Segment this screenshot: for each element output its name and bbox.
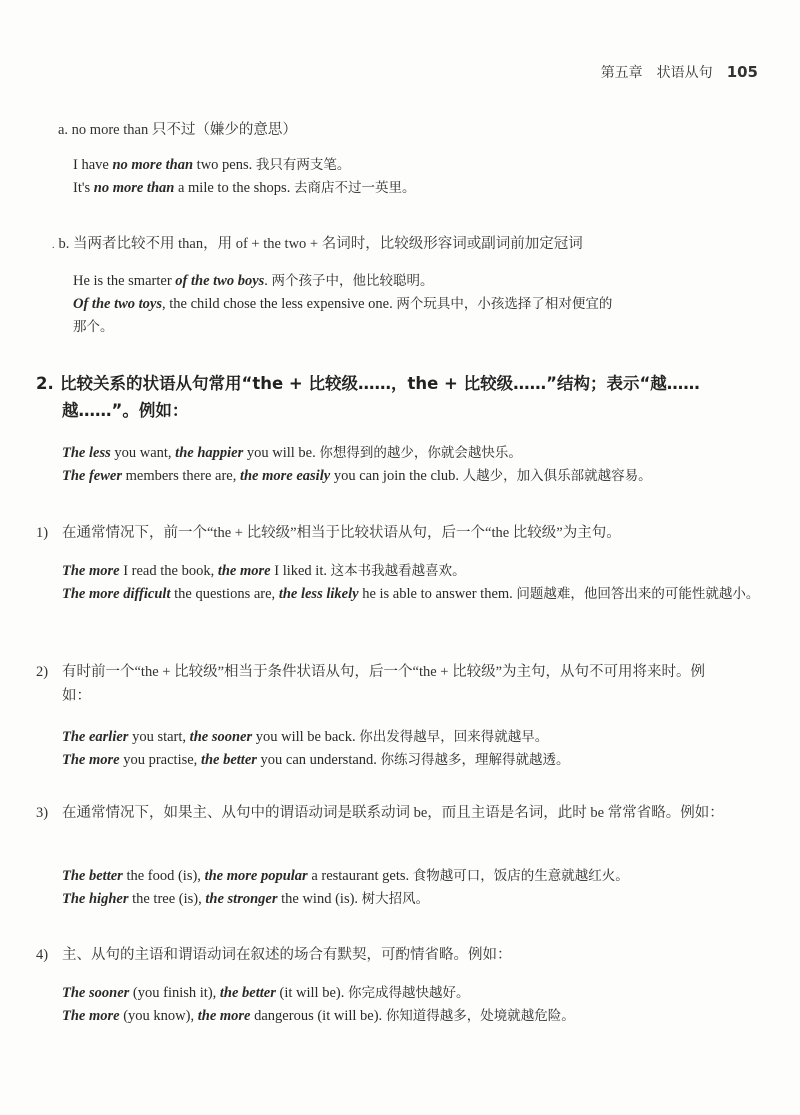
example: The more you practise, the better you can understand. 你练习得越多，理解得就越透。 xyxy=(62,752,570,768)
example: The better the food (is), the more popular a restaurant gets. 食物越可口，饭店的生意就越红火。 xyxy=(62,868,629,884)
page-number: 105 xyxy=(726,63,758,81)
example: The more (you know), the more dangerous (it will be). 你知道得越多，处境就越危险。 xyxy=(62,1008,575,1024)
example: I have no more than two pens. 我只有两支笔。 xyxy=(73,157,351,173)
subsection-b-examples xyxy=(0,270,800,339)
example: He is the smarter of the two boys. 两个孩子中，他比较聪明。 xyxy=(73,273,434,289)
item-1-examples xyxy=(0,560,800,606)
subsection-b-heading: . b. 当两者比较不用 than，用 of + the two + 名词时，比较级形容词或副词前加定冠词 xyxy=(52,236,583,252)
example: The sooner (you finish it), the better (it will be). 你完成得越快越好。 xyxy=(62,985,470,1001)
subsection-a-heading: a. no more than 只不过（嫌少的意思） xyxy=(58,122,297,138)
running-header xyxy=(601,62,758,82)
example: The less you want, the happier you will be. 你想得到的越少，你就会越快乐。 xyxy=(62,445,522,461)
chapter-title: 第五章 状语从句 xyxy=(600,65,713,81)
section-2-examples xyxy=(0,442,800,488)
item-3-examples xyxy=(0,865,800,911)
example: The earlier you start, the sooner you will be back. 你出发得越早，回来得就越早。 xyxy=(62,729,549,745)
item-1: 1) 在通常情况下，前一个“the + 比较级”相当于比较状语从句，后一个“the 比较级”为主句。 xyxy=(36,525,621,541)
example: The more difficult the questions are, the less likely he is able to answer them. 问题越难，他回答出来的可能性就越小。 xyxy=(62,586,760,602)
example: The fewer members there are, the more easily you can join the club. 人越少，加入俱乐部就越容易。 xyxy=(62,468,652,484)
item-2-examples xyxy=(0,726,800,772)
example: The higher the tree (is), the stronger the wind (is). 树大招风。 xyxy=(62,891,430,907)
example: It's no more than a mile to the shops. 去商店不过一英里。 xyxy=(73,180,416,196)
item-4: 4) 主、从句的主语和谓语动词在叙述的场合有默契，可酌情省略。例如： xyxy=(36,947,512,963)
example: Of the two toys, the child chose the less expensive one. 两个玩具中，小孩选择了相对便宜的 那个。 xyxy=(73,296,613,335)
section-2-heading: 2. 比较关系的状语从句常用“the + 比较级……，the + 比较级……”结构；表示“越…… 越……”。例如： xyxy=(36,374,700,420)
item-4-examples xyxy=(0,982,800,1028)
example: The more I read the book, the more I liked it. 这本书我越看越喜欢。 xyxy=(62,563,466,579)
item-2: 2) 有时前一个“the + 比较级”相当于条件状语从句，后一个“the + 比较级”为主句，从句不可用将来时。例如： xyxy=(36,664,706,704)
subsection-a-examples xyxy=(0,154,800,200)
item-3: 3) 在通常情况下，如果主、从句中的谓语动词是联系动词 be，而且主语是名词，此时 be 常常省略。例如： xyxy=(36,805,724,821)
